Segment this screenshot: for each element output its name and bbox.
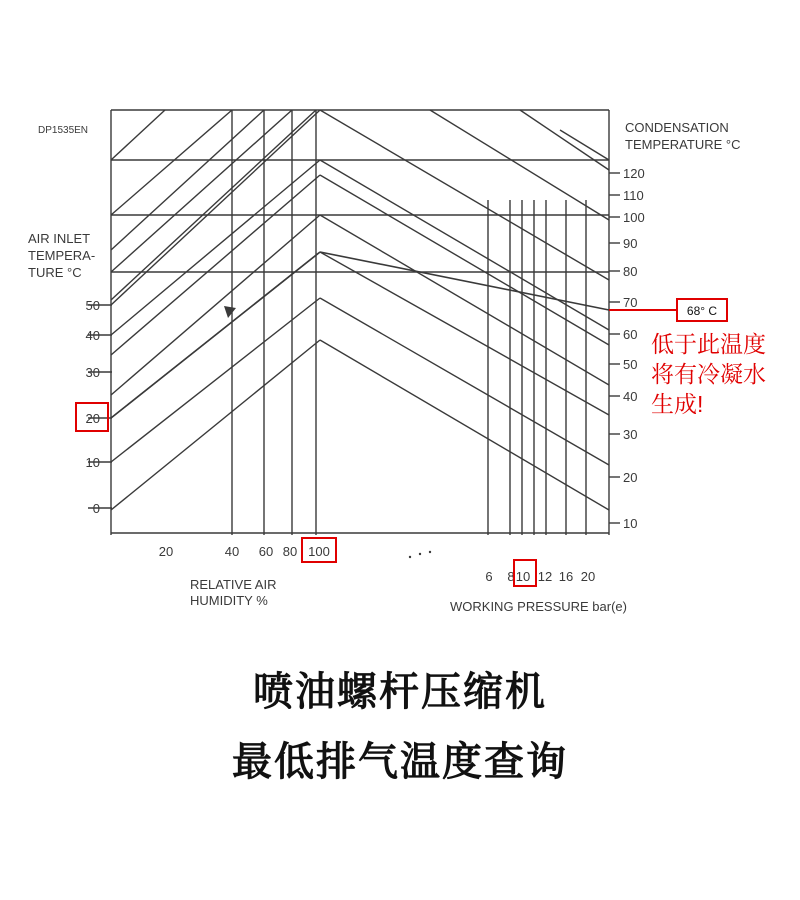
annotation-line-2: 生成! [651,391,704,417]
diag-left-0 [111,110,165,160]
diag-right-7 [430,110,609,220]
left-tick-3: 20 [85,411,100,426]
pressure-tick-2: 10 [515,569,531,584]
humidity-tick-0: 20 [158,544,174,559]
diag-left-1 [111,110,232,215]
humidity-tick-2: 60 [258,544,274,559]
humidity-axis-label-line-0: RELATIVE AIR [190,577,277,592]
diag-left-11 [111,340,320,510]
humidity-tick-3: 80 [282,544,298,559]
diag-right-0 [320,110,609,280]
left-tick-5: 0 [92,501,100,516]
right-tick-10: 20 [623,470,638,485]
caption-title-line2: 最低排气温度查询 [232,739,568,785]
annotation-line-0: 低于此温度 [651,331,766,357]
right-tick-2: 100 [623,210,645,225]
right-tick-8: 40 [623,389,638,404]
pressure-tick-1: 8 [507,569,515,584]
left-tick-1: 40 [85,328,100,343]
diag-left-8 [111,215,320,395]
diag-right-8 [520,110,609,170]
diag-left-6 [111,160,320,335]
right-tick-5: 70 [623,295,638,310]
reading-arrow-icon [224,306,236,318]
right-tick-1: 110 [623,188,644,203]
diag-left-5 [111,110,320,305]
reading-path-up [111,252,320,418]
diag-right-9 [560,130,609,160]
pressure-tick-3: 12 [537,569,553,584]
doc-code: DP1535EN [38,125,89,136]
pressure-axis-label: WORKING PRESSURE bar(e) [450,599,627,614]
left-axis-label-line-0: AIR INLET [28,231,91,246]
humidity-axis-label-line-1: HUMIDITY % [190,593,268,608]
right-tick-4: 80 [623,264,638,279]
stray-dot-0 [409,556,411,558]
stray-dot-2 [429,551,431,553]
diag-left-7 [111,175,320,355]
left-tick-4: 10 [85,455,100,470]
left-axis-label-line-2: TURE °C [28,265,82,280]
right-tick-6: 60 [623,327,638,342]
pressure-tick-0: 6 [485,569,493,584]
humidity-tick-1: 40 [224,544,240,559]
right-axis-label-line-1: TEMPERATURE °C [625,137,741,152]
left-tick-0: 50 [85,298,100,313]
right-tick-3: 90 [623,236,638,251]
right-tick-7: 50 [623,357,638,372]
stray-dot-1 [419,553,421,555]
right-axis-label-line-0: CONDENSATION [625,120,729,135]
diag-left-10 [111,298,320,462]
left-axis-label-line-1: TEMPERA- [28,248,96,263]
caption-title-line1: 喷油螺杆压缩机 [253,669,547,715]
right-tick-9: 30 [623,427,638,442]
annotation-line-1: 将有冷凝水 [651,361,766,387]
right-tick-11: 10 [623,516,638,531]
pressure-tick-4: 16 [558,569,574,584]
right-tick-0: 120 [623,166,645,181]
reading-value-label: 68° C [686,304,718,318]
pressure-tick-5: 20 [580,569,596,584]
left-tick-2: 30 [85,365,100,380]
humidity-tick-4: 100 [308,544,330,559]
